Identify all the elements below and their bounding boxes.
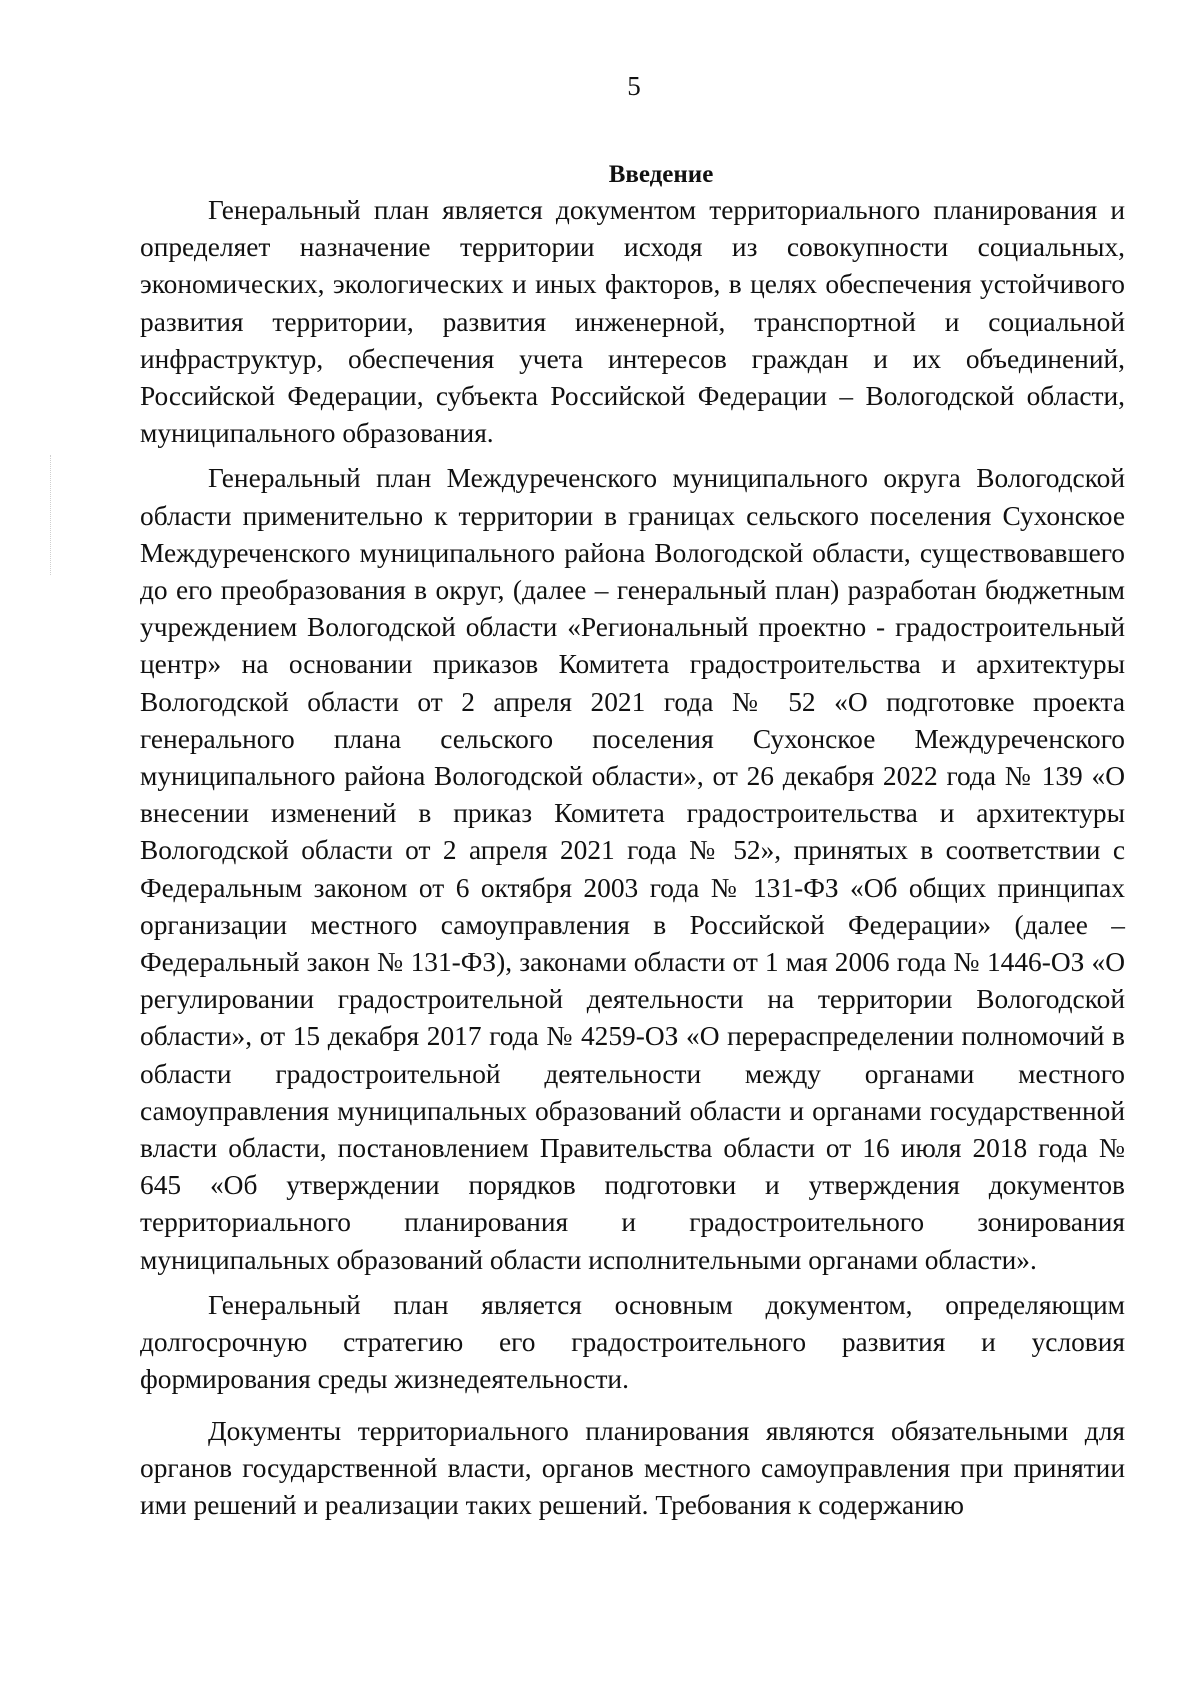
margin-marks	[50, 455, 54, 575]
paragraph-1: Генеральный план является документом территориального планирования и определяет назначение территории исходя из совокупности социальных, экономических, экологических и иных факторов, в целях обеспечения устойчивого развития территории, развития инженерной, транспортной и социальной инфраструктур, обеспечения учета интересов граждан и их объединений, Российской Федерации, субъекта Российской Федерации – Вологодской области, муниципального образования.	[140, 195, 1125, 449]
paragraph-4: Документы территориального планирования являются обязательными для органов государственной власти, органов местного самоуправления при принятии ими решений и реализации таких решений. Требования к содержанию	[140, 1415, 1125, 1520]
document-body	[140, 158, 1125, 1524]
paragraph-3: Генеральный план является основным документом, определяющим долгосрочную стратегию его градостроительного развития и условия формирования среды жизнедеятельности.	[140, 1289, 1125, 1395]
paragraph-2: Генеральный план Междуреченского муниципального округа Вологодской области применительно к территории в границах сельского поселения Сухонское Междуреченского муниципального района Вологодской области, существовавшего до его преобразования в округ, (далее – генеральный план) разработан бюджетным учреждением Вологодской области «Региональный проектно - градостроительный центр» на основании приказов Комитета градостроительства и архитектуры Вологодской области от 2 апреля 2021 года № 52 «О подготовке проекта генерального плана сельского поселения Сухонское Междуреченского муниципального района Вологодской области», от 26 декабря 2022 года № 139 «О внесении изменений в приказ Комитета градостроительства и архитектуры Вологодской области от 2 апреля 2021 года № 52», принятых в соответствии с Федеральным законом от 6 октября 2003 года № 131-ФЗ «Об общих принципах организации местного самоуправления в Российской Федерации» (далее – Федеральный закон № 131-ФЗ), законами области от 1 мая 2006 года № 1446-ОЗ «О регулировании градостроительной деятельности на территории Вологодской области», от 15 декабря 2017 года № 4259-ОЗ «О перераспределении полномочий в области градостроительной деятельности между органами местного самоуправления муниципальных образований области и органами государственной власти области, постановлением Правительства области от 16 июля 2018 года № 645 «Об утверждении порядков подготовки и утверждения документов территориального планирования и градостроительного зонирования муниципальных образований области исполнительными органами области».	[140, 463, 1125, 1275]
section-heading: Введение	[608, 161, 714, 188]
page-number: 5	[627, 71, 641, 101]
